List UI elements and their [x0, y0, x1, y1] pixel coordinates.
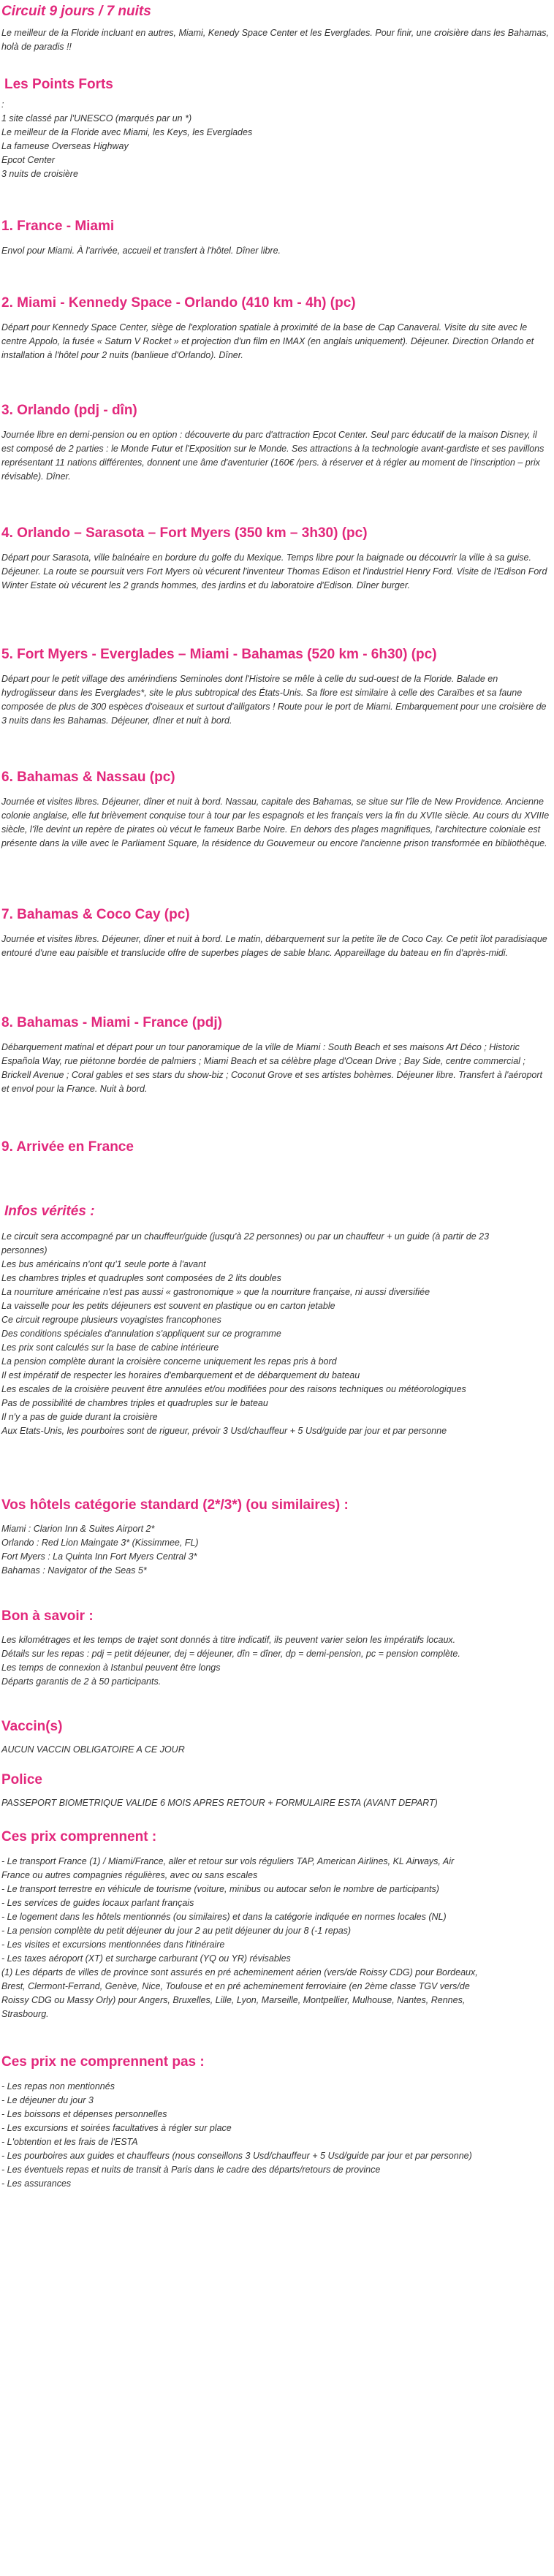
prix-comprennent-section	[1, 1828, 550, 2021]
list-item: La nourriture américaine n'est pas aussi « gastronomique » que la nourriture française, ni aussi diversifiée	[1, 1287, 430, 1297]
day-title: 4. Orlando – Sarasota – Fort Myers (350 km – 3h30) (pc)	[1, 525, 368, 541]
intro-section	[1, 3, 550, 54]
list-item: - Le transport France (1) / Miami/France, aller et retour sur vols réguliers TAP, American Airlines, KL Airways, Air	[1, 1856, 455, 1866]
list-item: Le circuit sera accompagné par un chauffeur/guide (jusqu'à 22 personnes) ou par un chauffeur + un guide (à partir de 23	[1, 1231, 490, 1242]
list-item: Les escales de la croisière peuvent être annulées et/ou modifiées pour des raisons techniques ou météorologiques	[1, 1384, 466, 1394]
list-item: La fameuse Overseas Highway	[1, 141, 129, 151]
day-title: 7. Bahamas & Coco Cay (pc)	[1, 907, 190, 922]
list-item: Roissy CDG ou Massy Orly) pour Angers, Bruxelles, Lille, Lyon, Marseille, Montpellier, Mulhouse, Nantes, Rennes,	[1, 1995, 466, 2005]
points-forts-section	[1, 76, 550, 181]
day-6-section	[1, 769, 550, 851]
police-section	[1, 1771, 550, 1810]
day-title: 3. Orlando (pdj - dîn)	[1, 403, 137, 418]
list-item: - Les services de guides locaux parlant français	[1, 1898, 194, 1908]
prix-ne-comprennent-pas-title: Ces prix ne comprennent pas :	[1, 2054, 205, 2070]
police-title: Police	[1, 1772, 42, 1787]
vaccins-title: Vaccin(s)	[1, 1719, 63, 1734]
list-item: - Les pourboires aux guides et chauffeurs (nous conseillons 3 Usd/chauffeur + 5 Usd/guide par jour et par personne)	[1, 2151, 472, 2161]
list-item: Bahamas : Navigator of the Seas 5*	[1, 1565, 147, 1576]
points-forts-list	[1, 98, 550, 181]
day-title: 1. France - Miami	[1, 219, 115, 234]
list-item: Pas de possibilité de chambres triples et quadruples sur le bateau	[1, 1398, 268, 1408]
points-forts-title: Les Points Forts	[4, 77, 113, 92]
list-item: Il n'y a pas de guide durant la croisière	[1, 1412, 158, 1422]
day-text: Départ pour Sarasota, ville balnéaire en bordure du golfe du Mexique. Temps libre pour la baignade ou découvrir la ville à sa guise. Déjeuner. La route se poursuit vers Fort Myers où vécurent l'inventeur Thomas Edison et l'industriel Henry Ford. Visite de l'Edison Ford Winter Estate où vécurent les 2 grands hommes, des jardins et du laboratoire d'Edison. Dîner burger.	[1, 552, 547, 590]
list-item: Ce circuit regroupe plusieurs voyagistes francophones	[1, 1315, 221, 1325]
day-text: Débarquement matinal et départ pour un tour panoramique de la ville de Miami : South Beach et ses maisons Art Déco ; Historic Española Way, rue piétonne bordée de palmiers ; Miami Beach et sa célèbre plage d'Ocean Drive ; Bay Side, centre commercial ; Brickell Avenue ; Coral gables et ses stars du show-biz ; Coconut Grove et ses artistes bohèmes. Déjeuner libre. Transfert à l'aéroport et envol pour la France. Nuit à bord.	[1, 1042, 542, 1094]
prix-comprennent-title: Ces prix comprennent :	[1, 1829, 157, 1844]
day-text: Journée et visites libres. Déjeuner, dîner et nuit à bord. Nassau, capitale des Bahamas, se situe sur l'île de New Providence. Ancienne colonie anglaise, elle fut brièvement conquise tour à tour par les espagnols et les français vers la fin du XVIIe siècle. Au cours du XVIIIe siècle, l'île devint un repère de pirates où vécut le fameux Barbe Noire. En dehors des plages magnifiques, l'architecture coloniale est présente dans la ville avec le Parliament Square, la résidence du Gouverneur ou encore l'ancienne prison transformée en bibliothèque.	[1, 797, 550, 848]
list-item: Le meilleur de la Floride avec Miami, les Keys, les Everglades	[1, 127, 253, 137]
list-item: - Les assurances	[1, 2178, 72, 2189]
day-text: Départ pour Kennedy Space Center, siège de l'exploration spatiale à proximité de la base de Cap Canaveral. Visite du site avec le centre Appolo, la fusée « Saturn V Rocket » et projection d'un film en IMAX (en anglais uniquement). Déjeuner. Direction Orlando et installation à l'hôtel pour 2 nuits (banlieue d'Orlando). Dîner.	[1, 322, 534, 360]
day-3-section	[1, 402, 550, 484]
prix-ne-comprennent-pas-section	[1, 2053, 550, 2191]
day-1-section	[1, 218, 550, 258]
hotels-title: Vos hôtels catégorie standard (2*/3*) (ou similaires) :	[1, 1497, 349, 1513]
list-item: Les kilométrages et les temps de trajet sont donnés à titre indicatif, ils peuvent varier selon les impératifs locaux.	[1, 1635, 456, 1645]
list-item: La vaisselle pour les petits déjeuners est souvent en plastique ou en carton jetable	[1, 1301, 335, 1311]
circuit-title: Circuit 9 jours / 7 nuits	[1, 4, 151, 19]
day-9-section	[1, 1139, 550, 1156]
day-8-section	[1, 1014, 550, 1096]
day-5-section	[1, 646, 550, 728]
list-item: Des conditions spéciales d'annulation s'appliquent sur ce programme	[1, 1329, 281, 1339]
list-item: Aux Etats-Unis, les pourboires sont de rigueur, prévoir 3 Usd/chauffeur + 5 Usd/guide par jour et par personne	[1, 1426, 447, 1436]
day-text: Départ pour le petit village des amérindiens Seminoles dont l'Histoire se mêle à celle du sud-ouest de la Floride. Balade en hydroglisseur dans les Everglades*, site le plus subtropical des États-Unis. Sa flore est similaire à celle des Caraïbes et sa faune composée de plus de 300 espèces d'oiseaux et surtout d'alligators ! Route pour le port de Miami. Embarquement pour une croisière de 3 nuits dans les Bahamas. Déjeuner, dîner et nuit à bord.	[1, 674, 547, 726]
day-text: Journée libre en demi-pension ou en option : découverte du parc d'attraction Epcot Center. Seul parc éducatif de la maison Disney, il est composé de 2 parties : le Monde Futur et l'Exposition sur le Monde. Ses attractions à la technologie avant-gardiste et ses pavillons représentant 11 nations différentes, donnent une âme d'aventurier (160€ /pers. à réserver et à régler au moment de l'inscription – prix révisable). Dîner.	[1, 430, 544, 482]
list-item: Les chambres triples et quadruples sont composées de 2 lits doubles	[1, 1273, 281, 1283]
infos-list	[1, 1230, 550, 1438]
list-item: La pension complète durant la croisière concerne uniquement les repas pris à bord	[1, 1356, 337, 1367]
bon-a-savoir-section	[1, 1608, 550, 1689]
bon-a-savoir-title: Bon à savoir :	[1, 1608, 94, 1624]
list-item: - Les boissons et dépenses personnelles	[1, 2109, 167, 2119]
list-item: Il est impératif de respecter les horaires d'embarquement et de débarquement du bateau	[1, 1370, 360, 1380]
list-item: - Les visites et excursions mentionnées dans l'itinéraire	[1, 1939, 225, 1950]
list-item: - La pension complète du petit déjeuner du jour 2 au petit déjeuner du jour 8 (-1 repas)	[1, 1926, 352, 1936]
list-item: Epcot Center	[1, 155, 55, 165]
list-item: (1) Les départs de villes de province sont assurés en pré acheminement aérien (vers/de Roissy CDG) pour Bordeaux,	[1, 1967, 478, 1977]
day-text: Envol pour Miami. À l'arrivée, accueil et transfert à l'hôtel. Dîner libre.	[1, 246, 281, 256]
list-item: Les temps de connexion à Istanbul peuvent être longs	[1, 1663, 221, 1673]
list-item: - Les excursions et soirées facultatives à régler sur place	[1, 2123, 232, 2133]
day-title: 2. Miami - Kennedy Space - Orlando (410 km - 4h) (pc)	[1, 295, 356, 311]
list-item: - Le transport terrestre en véhicule de tourisme (voiture, minibus ou autocar selon le nombre de participants)	[1, 1884, 439, 1894]
infos-section	[1, 1203, 550, 1438]
bon-a-savoir-list	[1, 1633, 550, 1689]
list-item: France ou autres compagnies régulières, avec ou sans escales	[1, 1870, 258, 1880]
list-item: - Les taxes aéroport (XT) et surcharge carburant (YQ ou YR) révisables	[1, 1953, 291, 1964]
list-item: Strasbourg.	[1, 2009, 49, 2019]
police-text: PASSEPORT BIOMETRIQUE VALIDE 6 MOIS APRES RETOUR + FORMULAIRE ESTA (AVANT DEPART)	[1, 1798, 438, 1808]
list-item: :	[1, 99, 4, 110]
vaccins-section	[1, 1718, 550, 1757]
day-title: 6. Bahamas & Nassau (pc)	[1, 770, 175, 785]
list-item: Les prix sont calculés sur la base de cabine intérieure	[1, 1342, 219, 1353]
list-item: - Les repas non mentionnés	[1, 2081, 115, 2091]
list-item: personnes)	[1, 1245, 48, 1255]
prix-comprennent-list	[1, 1855, 550, 2021]
vaccins-text: AUCUN VACCIN OBLIGATOIRE A CE JOUR	[1, 1744, 185, 1755]
list-item: Détails sur les repas : pdj = petit déjeuner, dej = déjeuner, dîn = dîner, dp = demi-pension, pc = pension complète.	[1, 1649, 460, 1659]
list-item: Miami : Clarion Inn & Suites Airport 2*	[1, 1524, 155, 1534]
list-item: 1 site classé par l'UNESCO (marqués par un *)	[1, 113, 192, 124]
day-title: 9. Arrivée en France	[1, 1139, 134, 1155]
day-title: 8. Bahamas - Miami - France (pdj)	[1, 1015, 222, 1030]
day-2-section	[1, 295, 550, 362]
day-7-section	[1, 906, 550, 960]
list-item: Départs garantis de 2 à 50 participants.	[1, 1676, 162, 1687]
day-text: Journée et visites libres. Déjeuner, dîner et nuit à bord. Le matin, débarquement sur la petite île de Coco Cay. Ce petit îlot paradisiaque entouré d'une eau paisible et translucide offre de superbes plages de sable blanc. Appareillage du bateau en fin d'après-midi.	[1, 934, 547, 958]
list-item: Les bus américains n'ont qu'1 seule porte à l'avant	[1, 1259, 206, 1269]
infos-title: Infos vérités :	[4, 1204, 95, 1219]
day-title: 5. Fort Myers - Everglades – Miami - Bahamas (520 km - 6h30) (pc)	[1, 647, 437, 662]
list-item: Fort Myers : La Quinta Inn Fort Myers Central 3*	[1, 1551, 197, 1562]
list-item: 3 nuits de croisière	[1, 169, 78, 179]
day-4-section	[1, 525, 550, 593]
hotels-section	[1, 1497, 550, 1578]
intro-text: Le meilleur de la Floride incluant en autres, Miami, Kenedy Space Center et les Everglades. Pour finir, une croisière dans les Bahamas, holà de paradis !!	[1, 28, 549, 52]
list-item: - L'obtention et les frais de l'ESTA	[1, 2137, 138, 2147]
list-item: - Le déjeuner du jour 3	[1, 2095, 94, 2105]
list-item: - Le logement dans les hôtels mentionnés (ou similaires) et dans la catégorie indiquée en normes locales (NL)	[1, 1912, 447, 1922]
hotels-list	[1, 1522, 550, 1578]
list-item: Orlando : Red Lion Maingate 3* (Kissimmee, FL)	[1, 1538, 199, 1548]
list-item: Brest, Clermont-Ferrand, Genève, Nice, Toulouse et en pré acheminement ferroviaire (en 2ème classe TGV vers/de	[1, 1981, 470, 1991]
list-item: - Les éventuels repas et nuits de transit à Paris dans le cadre des départs/retours de province	[1, 2165, 381, 2175]
prix-ne-comprennent-pas-list	[1, 2080, 550, 2191]
